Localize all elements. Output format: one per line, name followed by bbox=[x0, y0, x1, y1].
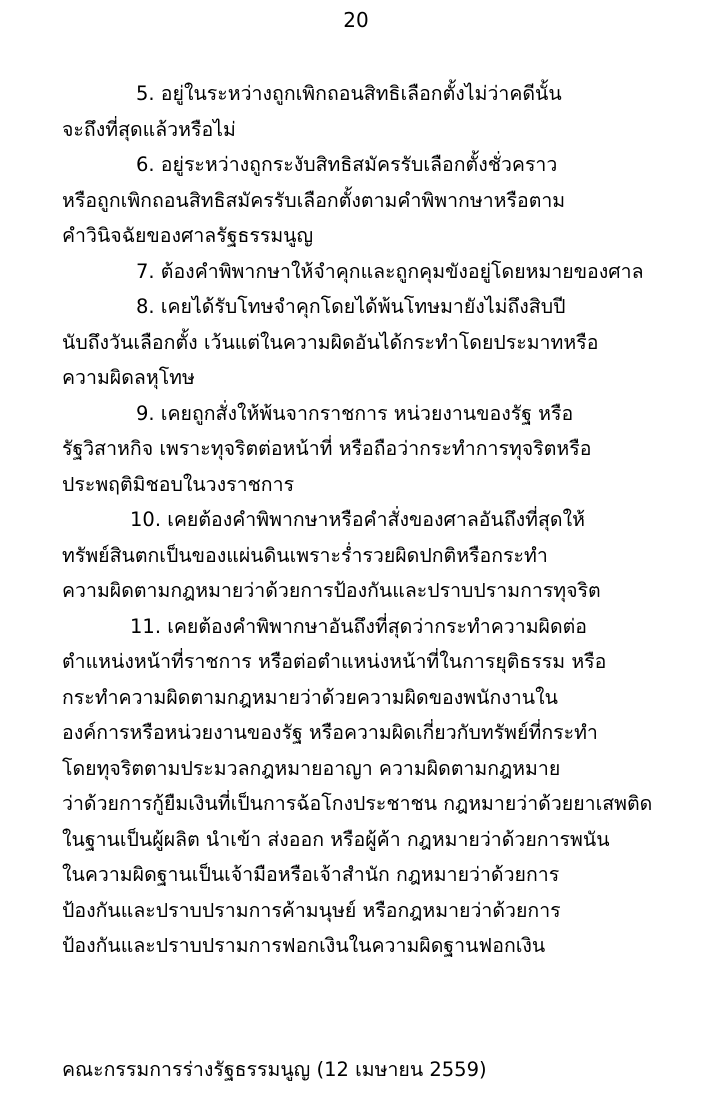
text-line: ว่าด้วยการกู้ยืมเงินที่เป็นการฉ้อโกงประชาชน กฎหมายว่าด้วยยาเสพติด bbox=[62, 792, 653, 815]
text-line: 6. อยู่ระหว่างถูกระงับสิทธิสมัครรับเลือกตั้งชั่วคราว bbox=[136, 153, 558, 176]
text-line: ประพฤติมิชอบในวงราชการ bbox=[62, 472, 295, 496]
text-line: ป้องกันและปราบปรามการฟอกเงินในความผิดฐานฟอกเงิน bbox=[62, 934, 546, 957]
text-line: 11. เคยต้องคำพิพากษาอันถึงที่สุดว่ากระทำความผิดต่อ bbox=[130, 614, 588, 638]
page-number: 20 bbox=[343, 8, 369, 32]
text-line: กระทำความผิดตามกฎหมายว่าด้วยความผิดของพนักงานใน bbox=[62, 685, 558, 709]
text-line: รัฐวิสาหกิจ เพราะทุจริตต่อหน้าที่ หรือถือว่ากระทำการทุจริตหรือ bbox=[62, 437, 592, 460]
document-body bbox=[62, 76, 652, 964]
text-line: ความผิดลหุโทษ bbox=[62, 366, 195, 389]
text-line: ความผิดตามกฎหมายว่าด้วยการป้องกันและปราบปรามการทุจริต bbox=[62, 579, 601, 602]
text-line: 8. เคยได้รับโทษจำคุกโดยได้พ้นโทษมายังไม่ถึงสิบปี bbox=[136, 295, 566, 318]
text-line: 7. ต้องคำพิพากษาให้จำคุกและถูกคุมขังอยู่โดยหมายของศาล bbox=[136, 259, 644, 283]
text-line: นับถึงวันเลือกตั้ง เว้นแต่ในความผิดอันได้กระทำโดยประมาทหรือ bbox=[62, 330, 599, 354]
text-line: หรือถูกเพิกถอนสิทธิสมัครรับเลือกตั้งตามคำพิพากษาหรือตาม bbox=[62, 188, 566, 212]
text-line: คำวินิจฉัยของศาลรัฐธรรมนูญ bbox=[62, 224, 314, 247]
text-line: ตำแหน่งหน้าที่ราชการ หรือต่อตำแหน่งหน้าที่ในการยุติธรรม หรือ bbox=[62, 650, 607, 673]
text-line: โดยทุจริตตามประมวลกฎหมายอาญา ความผิดตามกฎหมาย bbox=[62, 756, 561, 780]
text-line: จะถึงที่สุดแล้วหรือไม่ bbox=[62, 117, 236, 141]
text-line: 5. อยู่ในระหว่างถูกเพิกถอนสิทธิเลือกตั้งไม่ว่าคดีนั้น bbox=[136, 82, 562, 105]
text-line: ป้องกันและปราบปรามการค้ามนุษย์ หรือกฎหมายว่าด้วยการ bbox=[62, 898, 561, 922]
text-line: 9. เคยถูกสั่งให้พ้นจากราชการ หน่วยงานของรัฐ หรือ bbox=[136, 401, 574, 425]
text-line: ทรัพย์สินตกเป็นของแผ่นดินเพราะร่ำรวยผิดปกติหรือกระทำ bbox=[62, 543, 548, 567]
text-line: 10. เคยต้องคำพิพากษาหรือคำสั่งของศาลอันถึงที่สุดให้ bbox=[130, 508, 585, 531]
text-line: องค์การหรือหน่วยงานของรัฐ หรือความผิดเกี่ยวกับทรัพย์ที่กระทำ bbox=[62, 721, 598, 744]
footer-note: คณะกรรมการร่างรัฐธรรมนูญ (12 เมษายน 2559) bbox=[62, 1058, 487, 1081]
text-line: ในฐานเป็นผู้ผลิต นำเข้า ส่งออก หรือผู้ค้า กฎหมายว่าด้วยการพนัน bbox=[62, 827, 610, 851]
text-line: ในความผิดฐานเป็นเจ้ามือหรือเจ้าสำนัก กฎหมายว่าด้วยการ bbox=[62, 863, 560, 886]
